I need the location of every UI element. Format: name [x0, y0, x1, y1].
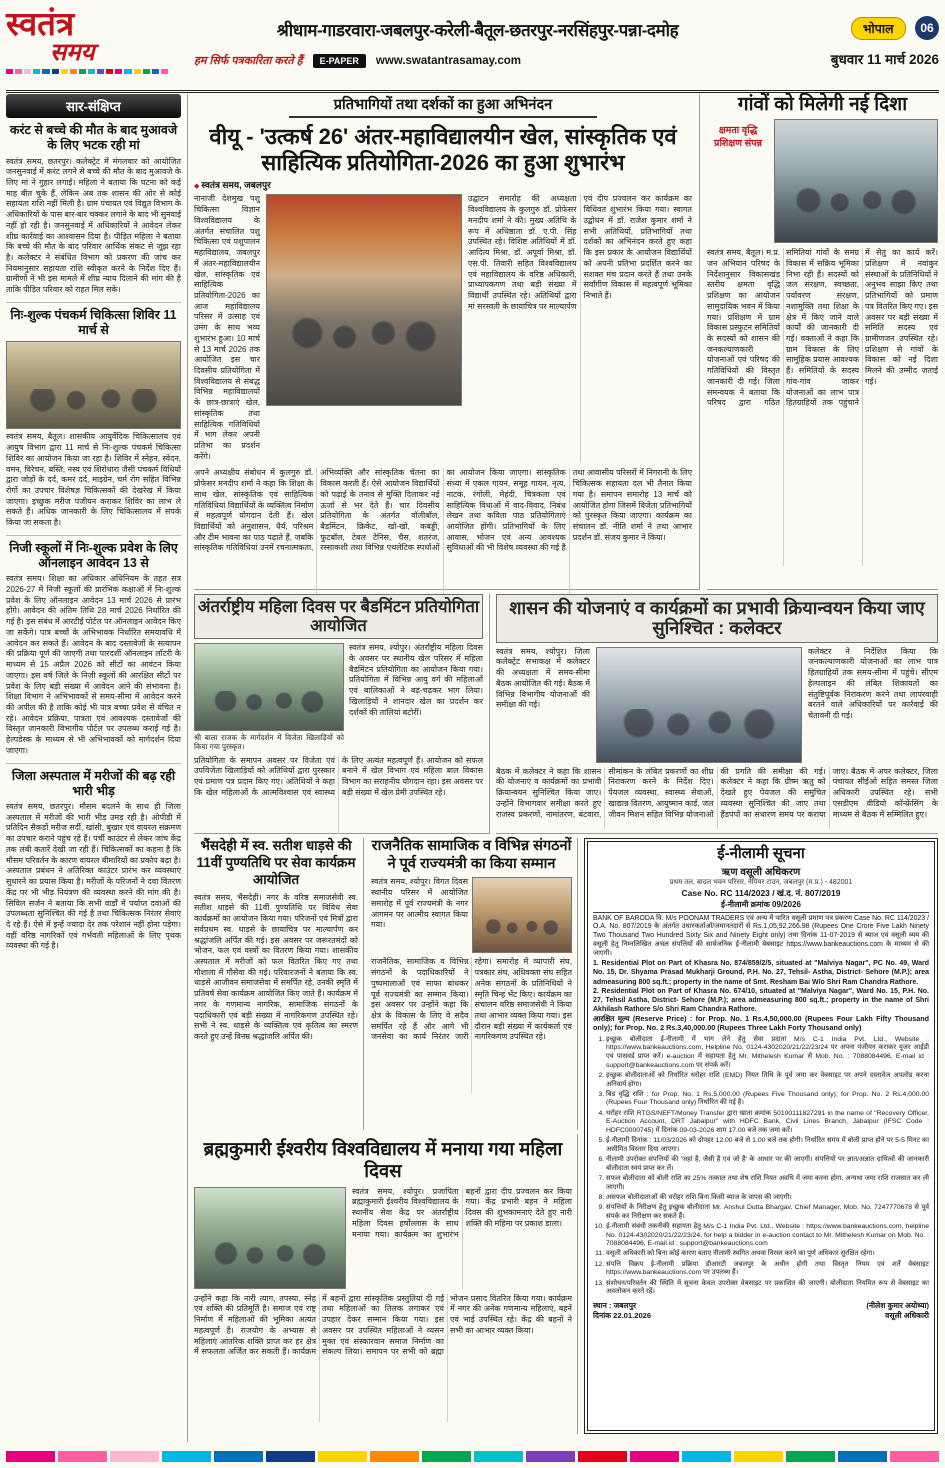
website-url: www.swatantrasamay.com — [375, 54, 521, 67]
notice-term: 13. संशोधन/परिवर्तन की स्थिति में सूचना केवल उपरोक्त वेबसाइट पर प्रकाशित की जाएगी। बोलीदाता नियमित रूप से वेबसाइट का अवलोकन करते रहें। — [606, 1280, 929, 1297]
story-kicker: प्रतिभागियों तथा दर्शकों का हुआ अभिनंदन — [289, 94, 598, 118]
notice-term: 4. धरोहर राशि RTGS/NEFT/Money Transfer द्वारा खाता क्रमांक 50100111827291 in the name of "Recovery Officer, E-Auction Account, DRT Jabalpur" with HDFC Bank, Civil Lines Branch, Jabalpur (IFSC Code : HDFC0000745) में दिनांक 09-03-2026 शाम 17.00 बजे तक जमा करें। — [606, 1110, 929, 1136]
notice-term: 5. ई-नीलामी दिनांक : 11/03/2026 को दोपहर 12.00 बजे से 1.00 बजे तक होगी। निर्धारित समय में बोली प्राप्त होने पर 5-5 मिनट का असीमित विस्तार दिया जाएगा। — [606, 1137, 929, 1154]
news-brief — [6, 118, 181, 303]
bottom-color-strip — [6, 1451, 939, 1462]
photo-training-hall — [774, 119, 938, 243]
notice-date: दिनांक 22.01.2026 — [593, 1311, 652, 1321]
story-headline: गांवों को मिलेगी नई दिशा — [737, 94, 908, 115]
samman-story — [371, 838, 578, 1130]
notice-address: प्रथम तल, बादल भवन परिसर, नेपियर टाउन, जबलपुर (म.प्र.) - 482001 — [669, 878, 853, 886]
notice-place: स्थान : जबलपुर — [593, 1301, 637, 1311]
masthead-center — [168, 4, 787, 90]
logo-color-strip — [6, 69, 168, 74]
notice-term: 11. वसूली अधिकारी को बिना कोई कारण बताए नीलामी स्थगित अथवा निरस्त करने का पूर्ण अधिकार सुरक्षित रहेगा। — [606, 1250, 929, 1259]
photo-collector-meeting — [596, 647, 802, 763]
notice-auction-number: ई-नीलामी क्रमांक 09/2026 — [593, 899, 929, 913]
lead-headline: वीयू - 'उत्कर्ष 26' अंतर-महाविद्यालयीन खेल, सांस्कृतिक एवं साहित्यिक प्रतियोगिता-2026 का हुआ शुभारंभ — [209, 124, 677, 175]
story-body: प्रतियोगिता के समापन अवसर पर विजेता एवं उपविजेता खिलाड़ियों को अतिथियों द्वारा पुरस्कार एवं प्रमाण पत्र प्रदान किए गए। अतिथियों ने कहा कि खेल महिलाओं के आत्मविश्वास एवं स्वास्थ्य के लिए अत्यंत महत्वपूर्ण हैं। आयोजन को सफल बनाने में खेल विभाग एवं महिला बाल विकास विभाग का सराहनीय योगदान रहा। इस अवसर पर बड़ी संख्या में खेल प्रेमी उपस्थित रहे। — [194, 755, 483, 797]
notice-place-date — [593, 1301, 651, 1321]
news-brief — [6, 764, 181, 959]
story-column: स्वतंत्र समय, श्योपुर। अंतर्राष्ट्रीय महिला दिवस के अवसर पर स्थानीय खेल परिसर में महिला बैडमिंटन प्रतियोगिता का आयोजन किया गया। प्रतियोगिता में विभिन्न आयु वर्ग की महिलाओं एवं बालिकाओं ने बढ़-चढ़कर भाग लिया। खिलाड़ियों ने शानदार खेल का प्रदर्शन कर दर्शकों की तालियां बटोरीं। — [349, 643, 483, 717]
story-body: बैठक में कलेक्टर ने कहा कि शासन की योजनाएं व कार्यक्रमों का प्रभावी क्रियान्वयन सुनिश्चित किया जाए। उन्होंने विभागवार समीक्षा करते हुए राजस्व प्रकरणों, नामांतरण, बंटवारा, सीमांकन के लंबित प्रकरणों का शीघ्र निराकरण करने के निर्देश दिए। पेयजल व्यवस्था, स्वास्थ्य सेवाओं, खाद्यान्न वितरण, आयुष्मान कार्ड, जल जीवन मिशन सहित विभिन्न योजनाओं की प्रगति की समीक्षा की गई। कलेक्टर ने कहा कि ग्रीष्म ऋतु को देखते हुए पेयजल की समुचित व्यवस्था सुनिश्चित की जाए तथा हैंडपंपों का संधारण समय पर कराया जाए। बैठक में अपर कलेक्टर, जिला पंचायत सीईओ सहित समस्त जिला अधिकारी उपस्थित रहे। सभी एसडीएम वीडियो कॉन्फ्रेंसिंग के माध्यम से बैठक में सम्मिलित हुए। — [496, 766, 938, 819]
story-column: उद्घाटन समारोह की अध्यक्षता विश्वविद्यालय के कुलगुरु डॉ. प्रोफेसर मनदीप शर्मा ने की। मुख्य अतिथि के रूप में अधिष्ठाता डॉ. ए.पी. सिंह उपस्थित रहे। विशिष्ट अतिथियों में डॉ. आदित्य मिश्रा, डॉ. अपूर्वा मिश्रा, डॉ. एस.पी. तिवारी सहित विश्वविद्यालय एवं महाविद्यालय के वरिष्ठ अधिकारी, प्राध्यापकगण तथा बड़ी संख्या में विद्यार्थी उपस्थित रहे। अतिथियों द्वारा मां सरस्वती के छायाचित्र पर माल्यार्पण एवं दीप प्रज्वलन कर कार्यक्रम का विधिवत शुभारंभ किया गया। स्वागत उद्बोधन में डॉ. राजेश कुमार शर्मा ने सभी अतिथियों, प्रतिभागियों तथा दर्शकों का अभिनंदन करते हुए कहा कि इस प्रकार के आयोजन विद्यार्थियों को अपनी प्रतिभा प्रदर्शित करने का सशक्त मंच प्रदान करते हैं तथा उनके सर्वांगीण विकास में महत्वपूर्ण भूमिका निभाते हैं। — [468, 194, 692, 311]
photo-badminton-group — [194, 643, 344, 731]
photo-mahila-diwas-group — [194, 1187, 346, 1289]
brief-headline: निजी स्कूलों में निः-शुल्क प्रवेश के लिए ऑनलाइन आवेदन 13 से — [9, 540, 178, 571]
photo-caption: श्री बाला राजक के मार्गदर्शन में विजेता खिलाड़ियों को किया गया पुरस्कृत। — [194, 733, 344, 752]
sidebar-section-title: सार-संक्षिप्त — [6, 94, 181, 118]
edition-badge: भोपाल — [851, 17, 906, 40]
story-subhead: क्षमता वृद्धि प्रशिक्षण संपन्न — [714, 125, 762, 150]
lead-story — [194, 94, 700, 590]
story-column: कलेक्टर ने निर्देशित किया कि जनकल्याणकारी योजनाओं का लाभ पात्र हितग्राहियों तक समय-सीमा में पहुंचे। सीएम हेल्पलाइन की लंबित शिकायतों का संतुष्टिपूर्वक निराकरण करने तथा लापरवाही बरतने वाले अधिकारियों पर कार्रवाई की चेतावनी दी गई। — [808, 646, 938, 720]
edition-cities: श्रीधाम-गाडरवारा-जबलपुर-करेली-बैतूल-छतरपुर-नरसिंहपुर-पन्ना-दमोह — [276, 21, 679, 40]
story-headline: ब्रह्मकुमारी ईश्वरीय विश्वविद्यालय में मनाया गया महिला दिवस — [203, 1138, 563, 1181]
story-column: स्वतंत्र समय, श्योपुर। विगत दिवस स्थानीय परिसर में आयोजित समारोह में पूर्व राज्यमंत्री के नगर आगमन पर आत्मीय स्वागत किया गया। — [371, 877, 468, 930]
page-number-badge: 06 — [915, 16, 939, 40]
punyatithi-story — [194, 838, 364, 1130]
story-body: स्वतंत्र समय, भैंसदेही। नगर के वरिष्ठ समाजसेवी स्व. सतीश धाड़से की 11वीं पुण्यतिथि पर विविध सेवा कार्यक्रमों का आयोजन किया गया। परिजनों एवं मित्रों द्वारा सर्वप्रथम स्व. धाड़से के छायाचित्र पर माल्यार्पण कर श्रद्धांजलि अर्पित की गई। इस अवसर पर जरूरतमंदों को भोजन, फल एवं वस्त्रों का वितरण किया गया। शासकीय अस्पताल में मरीजों को फल वितरित किए गए तथा गौशाला में गौसेवा की गई। परिवारजनों ने बताया कि स्व. धाड़से आजीवन समाजसेवा में समर्पित रहे, उनकी स्मृति में प्रतिवर्ष सेवा कार्यक्रम आयोजित किए जाते हैं। कार्यक्रम में नगर के गणमान्य नागरिक, सामाजिक संगठनों के पदाधिकारी एवं बड़ी संख्या में नागरिकगण उपस्थित रहे। सभी ने स्व. धाड़से के व्यक्तित्व एवं कृतित्व का स्मरण करते हुए उन्हें विनम्र श्रद्धांजलि अर्पित की। — [194, 892, 358, 1041]
epaper-badge: E-PAPER — [313, 54, 366, 68]
notice-term: 3. बिड वृद्धि राशि : for Prop. No. 1 Rs.5,000.00 (Rupees Five Thousand only); for Prop. No. 2 Rs.4,000.00 (Rupees Four Thousand only) निर्धारित की गई है। — [606, 1091, 929, 1108]
story-headline: शासन की योजनाएं व कार्यक्रमों का प्रभावी क्रियान्वयन किया जाए सुनिश्चित : कलेक्टर — [496, 594, 938, 643]
news-brief — [6, 303, 181, 536]
story-body: स्वतंत्र समय, बैतूल। म.प्र. जन अभियान परिषद के निर्देशानुसार विकासखंड स्तरीय क्षमता वृद्धि प्रशिक्षण का आयोजन सामुदायिक भवन में किया गया। प्रशिक्षण में ग्राम विकास प्रस्फुटन समितियों के सदस्यों को शासन की जनकल्याणकारी योजनाओं एवं परिषद की गतिविधियों की विस्तृत जानकारी दी गई। जिला समन्वयक ने बताया कि परिषद द्वारा गठित समितियां गांवों के समग्र विकास में सक्रिय भूमिका निभा रही हैं। सदस्यों को जल संरक्षण, स्वच्छता, पर्यावरण संरक्षण, नशामुक्ति तथा शिक्षा के क्षेत्र में किए जाने वाले कार्यों की जानकारी दी गई। वक्ताओं ने कहा कि ग्राम विकास के लिए सामूहिक प्रयास आवश्यक हैं। समितियों के सदस्य गांव-गांव जाकर योजनाओं का लाभ पात्र हितग्राहियों तक पहुंचाने में सेतु का कार्य करें। प्रशिक्षण में नवांकुर संस्थाओं के प्रतिनिधियों ने अनुभव साझा किए तथा प्रतिभागियों को प्रमाण पत्र वितरित किए गए। इस अवसर पर बड़ी संख्या में समिति सदस्य एवं ग्रामीणजन उपस्थित रहे। प्रशिक्षण से गांवों के विकास को नई दिशा मिलने की उम्मीद जताई गई। — [707, 248, 938, 408]
masthead — [6, 4, 939, 93]
notice-reserve-price: आरक्षित मूल्य (Reserve Price) : for Prop. No. 1 Rs.4,50,000.00 (Rupees Four Lakh Fifty Thousand only); for Prop. No. 2 Rs.3,40,000.00 (Rupees Three Lakh Forty Thousand only) — [593, 1013, 929, 1033]
publication-date: बुधवार 11 मार्च 2026 — [830, 52, 939, 67]
newspaper-tagline: हम सिर्फ पत्रकारिता करते हैं — [194, 55, 303, 67]
notice-signatory — [866, 1301, 929, 1322]
brief-headline: निः-शुल्क पंचकर्म चिकित्सा शिविर 11 मार्च से — [10, 307, 177, 338]
notice-title: ई-नीलामी सूचना — [717, 845, 805, 862]
story-headline: अंतर्राष्ट्रीय महिला दिवस पर बैडमिंटन प्रतियोगिता आयोजित — [194, 594, 483, 639]
story-column: नानाजी देशमुख पशु चिकित्सा विज्ञान विश्वविद्यालय के अंतर्गत संचालित पशु चिकित्सा एवं पशुपालन महाविद्यालय, जबलपुर में अंतर-महाविद्यालयीन खेल, सांस्कृतिक एवं साहित्यिक प्रतियोगिता-2026 का आज महाविद्यालय परिसर में उत्साह एवं उमंग के साथ भव्य शुभारंभ हुआ। 10 मार्च से 13 मार्च 2026 तक आयोजित इस चार दिवसीय प्रतियोगिता में विश्वविद्यालय से संबद्ध विभिन्न महाविद्यालयों के छात्र-छात्राएं खेल, सांस्कृतिक तथा साहित्यिक गतिविधियों में भाग लेकर अपनी प्रतिभा का प्रदर्शन करेंगे। — [194, 194, 260, 461]
notice-term: 8. असफल बोलीदाताओं की धरोहर राशि बिना किसी ब्याज के वापस की जाएगी। — [606, 1194, 929, 1203]
story-column: स्वतंत्र समय, श्योपुर। प्रजापिता ब्रह्माकुमारी ईश्वरीय विश्वविद्यालय के स्थानीय सेवा केंद्र पर अंतर्राष्ट्रीय महिला दिवस हर्षोल्लास के साथ मनाया गया। कार्यक्रम का शुभारंभ बहनों द्वारा दीप प्रज्वलन कर किया गया। केंद्र प्रभारी बहन ने महिला दिवस की शुभकामनाएं देते हुए नारी शक्ति की महिमा पर प्रकाश डाला। — [352, 1186, 572, 1239]
signatory-title: वसूली अधिकारी — [885, 1311, 929, 1321]
brief-body: स्वतंत्र समय। शिक्षा का अधिकार अधिनियम के तहत सत्र 2026-27 में निजी स्कूलों की प्रारंभिक कक्षाओं में निः-शुल्क प्रवेश के लिए ऑनलाइन आवेदन 13 मार्च 2026 से प्रारंभ होंगे। आवेदन की अंतिम तिथि 28 मार्च 2026 निर्धारित की गई है। इस संबंध में आरटीई पोर्टल पर ऑनलाइन आवेदन किए जा सकेंगे। पात्र बच्चों के अभिभावक निर्धारित समयावधि में आवेदन कर सकते हैं। आवेदन के बाद दस्तावेजों के सत्यापन की प्रक्रिया पूर्ण की जाएगी तथा पारदर्शी ऑनलाइन लॉटरी के माध्यम से 15 अप्रैल 2026 को सीटों का आवंटन किया जाएगा। इस वर्ष जिले के निजी स्कूलों की आरक्षित सीटों पर प्रवेश के लिए बड़ी संख्या में आवेदन आने की संभावना है। शिक्षा विभाग ने अभिभावकों से समय-सीमा में आवेदन करने की अपील की है ताकि कोई भी पात्र बच्चा प्रवेश से वंचित न रहे। आवेदन प्रक्रिया, पात्रता एवं आवश्यक दस्तावेजों की विस्तृत जानकारी विभागीय पोर्टल पर उपलब्ध कराई गई है। हेल्पडेस्क के माध्यम से भी अभिभावकों को मार्गदर्शन दिया जाएगा। — [6, 574, 181, 755]
badminton-story — [194, 594, 490, 834]
brief-headline: करंट से बच्चे की मौत के बाद मुआवजे के लिए भटक रही मां — [9, 123, 178, 153]
notice-term: 12. संपत्ति विक्रय ई-नीलामी प्रक्रिया डीआरटी जबलपुर के अधीन होगी तथा विस्तृत नियम एवं शर्तें वेबसाइट https://www.bankeauctions.com पर उपलब्ध हैं। — [606, 1261, 929, 1278]
story-headline: राजनैतिक सामाजिक व विभिन्न संगठनों ने पूर्व राज्यमंत्री का किया सम्मान — [371, 838, 572, 872]
story-column: स्वतंत्र समय, श्योपुर। जिला कलेक्ट्रेट सभाकक्ष में कलेक्टर की अध्यक्षता में समय-सीमा बैठक आयोजित की गई। बैठक में विभिन्न विभागीय योजनाओं की समीक्षा की गई। — [496, 646, 590, 710]
story-headline: भैंसदेही में स्व. सतीश धाड़से की 11वीं पुण्यतिथि पर सेवा कार्यक्रम आयोजित — [196, 838, 356, 887]
story-body: राजनैतिक, सामाजिक व विभिन्न संगठनों के पदाधिकारियों ने पुष्पमालाओं एवं साफा बांधकर पूर्व राज्यमंत्री का सम्मान किया। इस अवसर पर उन्होंने कहा कि क्षेत्र के विकास के लिए वे सदैव समर्पित रहे हैं और आगे भी जनसेवा का कार्य निरंतर जारी रहेगा। समारोह में व्यापारी संघ, पत्रकार संघ, अधिवक्ता संघ सहित अनेक संगठनों के प्रतिनिधियों ने स्मृति चिन्ह भेंट किए। कार्यक्रम का संचालन वरिष्ठ समाजसेवी ने किया तथा आभार व्यक्त किया गया। इस दौरान बड़ी संख्या में कार्यकर्ता एवं नागरिकगण उपस्थित रहे। — [371, 957, 572, 1042]
notice-property-2: 2. Residential Plot on Part of Khasra No. 674/10, situated at "Malviya Nagar", Ward No. 15, P.H. No. 27, Tehsil Astha, District- Sehore (M.P.); area admeasuring 800 sq.ft.; property in the name of Shri Akhilash Rathore S/o Shri Ram Chandra Rathore. — [593, 987, 929, 1013]
notice-case-number: Case No. RC 114/2023 / खं.द. नं. 807/2019 — [681, 887, 841, 898]
notice-term: 1. इच्छुक बोलीदाता ई-नीलामी में भाग लेने हेतु सेवा प्रदाता M/s C-1 India Pvt. Ltd., Website : https://www.bankeauctions.com, Helpline No. 0124-4302020/21/22/23/24 पर अपना पंजीयन कराकर यूजर आईडी एवं पासवर्ड प्राप्त करें। e-auction में सहायता हेतु Mr. Mithelesh Kumar से Mob. No. : 7088084496, E-mail id : support@bankeauctions.com पर संपर्क करें। — [606, 1036, 929, 1071]
photo-panchkarma-camp — [6, 341, 181, 429]
e-auction-notice-inner — [587, 841, 935, 1431]
collector-story — [496, 594, 938, 834]
story-body: अपने अध्यक्षीय संबोधन में कुलगुरु डॉ. प्रोफेसर मनदीप शर्मा ने कहा कि शिक्षा के साथ खेल, सांस्कृतिक एवं साहित्यिक गतिविधियां विद्यार्थियों के व्यक्तित्व निर्माण में महत्वपूर्ण योगदान देती हैं। खेल विद्यार्थियों को अनुशासन, धैर्य, परिश्रम और टीम भावना का पाठ पढ़ाते हैं, जबकि सांस्कृतिक गतिविधियां उनमें रचनात्मकता, अभिव्यक्ति और सांस्कृतिक चेतना का विकास करती हैं। ऐसे आयोजन विद्यार्थियों को पढ़ाई के तनाव से मुक्ति दिलाकर नई ऊर्जा से भर देते हैं। चार दिवसीय प्रतियोगिता के अंतर्गत वॉलीबॉल, बैडमिंटन, क्रिकेट, खो-खो, कबड्डी, फुटबॉल, टेबल टेनिस, चैस, शतरंज, रस्साकशी तथा विभिन्न एथलेटिक स्पर्धाओं का आयोजन किया जाएगा। सांस्कृतिक संध्या में एकल गायन, समूह गायन, नृत्य, नाटक, रंगोली, मेहंदी, चित्रकला एवं साहित्यिक विधाओं में वाद-विवाद, निबंध लेखन तथा कविता पाठ प्रतियोगिताएं आयोजित होंगी। प्रतिभागियों के लिए आवास, भोजन एवं अन्य आवश्यक सुविधाओं की भी विशेष व्यवस्था की गई है तथा आवासीय परिसरों में निगरानी के लिए चिकित्सक सहायता दल भी तैनात किया गया है। समापन समारोह 13 मार्च को आयोजित होगा जिसमें विजेता प्रतिभागियों को पुरस्कृत किया जाएगा। कार्यक्रम का संचालन डॉ. नीति शर्मा ने तथा आभार प्रदर्शन डॉ. संजय कुमार ने किया। — [194, 468, 692, 553]
brief-body: स्वतंत्र समय, छतरपुर। मौसम बदलने के साथ ही जिला अस्पताल में मरीजों की भारी भीड़ उमड़ रही है। ओपीडी में प्रतिदिन सैकड़ों मरीज सर्दी, खांसी, बुखार एवं वायरल संक्रमण का उपचार कराने पहुंच रहे हैं। पर्ची काउंटर से लेकर जांच केंद्र तक लंबी कतारें देखी जा रही हैं। चिकित्सकों का कहना है कि मौसम परिवर्तन के कारण वायरल बीमारियों का प्रकोप बढ़ा है। अस्पताल प्रबंधन ने अतिरिक्त काउंटर प्रारंभ कर व्यवस्थाएं सुधारने का प्रयास किया है। मरीजों के परिजनों ने दवा वितरण केंद्र पर भी भीड़ नियंत्रण की व्यवस्था करने की मांग की है। सिविल सर्जन ने बताया कि सभी वार्डों में पर्याप्त दवाओं की उपलब्धता सुनिश्चित की गई है तथा चिकित्सक निरंतर सेवाएं दे रहे हैं। ऐसे में इन्हें ज्यादा देर तक परेशान नहीं होना पड़ेगा। वहीं वरिष्ठ नागरिकों एवं गर्भवती महिलाओं के लिए पृथक व्यवस्था की गई है। — [6, 802, 181, 951]
byline: ◆ स्वतंत्र समय, जबलपुर — [194, 178, 692, 191]
brief-body: स्वतंत्र समय, छतरपुर। कलेक्ट्रेट में मंगलवार को आयोजित जनसुनवाई में करंट लगने से बच्चे की मौत के बाद मुआवजे के लिए मां ने गुहार लगाई। महिला ने बताया कि घटना को कई माह बीत चुके हैं, लेकिन अब तक शासन की ओर से कोई सहायता राशि नहीं मिली है। ग्राम पंचायत एवं विद्युत विभाग के अधिकारियों के पास बार-बार चक्कर लगाने के बाद भी सुनवाई नहीं हो रही है। जनसुनवाई में अधिकारियों ने आवेदन लेकर शीघ्र कार्रवाई का आश्वासन दिया है। पीड़ित महिला ने बताया कि बच्चे की मौत के बाद परिवार आर्थिक संकट से जूझ रहा है। कलेक्टर ने संबंधित विभाग को प्रकरण की जांच कर नियमानुसार सहायता राशि स्वीकृत करने के निर्देश दिए हैं। ग्रामीणों ने भी इस मामले में शीघ्र न्याय दिलाने की मांग की है ताकि पीड़ित परिवार को राहत मिल सके। — [6, 156, 181, 295]
logo-line2: समय — [50, 38, 95, 66]
notice-term: 9. संपत्तियों के निरीक्षण हेतु इच्छुक बोलीदाता Mr. Anshul Dutta Bhargav, Chief Manager, Mob. No. 7247770678 से पूर्व संपर्क कर निरीक्षण कर सकते हैं। — [606, 1204, 929, 1221]
news-briefs-sidebar — [6, 94, 188, 1442]
notice-property-1: 1. Residential Plot on Part of Khasra No. 874/859/2/5, situated at "Malviya Nagar", PC No. 49, Ward No. 15, Dr. Shyama Prasad Mukharji Ground, P.H. No. 27, Tehsil- Astha, District- Sehore (M.P.); area admeasuring 800 sq.ft.; property in the name of Smt. Resham Bai W/o Shri Ram Chandra Rathore. — [593, 960, 929, 986]
notice-term: 2. इच्छुक बोलीदाताओं को निर्धारित धरोहर राशि (EMD) नियत तिथि के पूर्व जमा कर वेबसाइट पर अपने दस्तावेज अपलोड करना अनिवार्य होगा। — [606, 1072, 929, 1089]
notice-terms-list — [593, 1036, 929, 1297]
brief-body: स्वतंत्र समय, बैतूल। शासकीय आयुर्वेदिक चिकित्सालय एवं आयुष विभाग द्वारा 11 मार्च से निः-शुल्क पंचकर्म चिकित्सा शिविर का आयोजन किया जा रहा है। शिविर में स्नेहन, स्वेदन, वमन, विरेचन, बस्ति, नस्य एवं शिरोधारा जैसी पंचकर्म विधियों द्वारा जोड़ों के दर्द, कमर दर्द, माइग्रेन, चर्म रोग सहित विभिन्न रोगों का उपचार विशेषज्ञ चिकित्सकों की देखरेख में किया जाएगा। इच्छुक मरीज पंजीयन कराकर शिविर का लाभ ले सकते हैं। अधिक जानकारी के लिए चिकित्सालय में संपर्क किया जा सकता है। — [6, 432, 181, 528]
e-auction-notice — [584, 838, 938, 1434]
story-figure — [194, 643, 344, 751]
mahila-diwas-story — [194, 1134, 578, 1434]
photo-samman-event — [472, 877, 572, 953]
signatory-name: (नीलेश कुमार अयोध्या) — [866, 1300, 929, 1310]
notice-term: 7. सफल बोलीदाता को बोली राशि का 25% तत्काल तथा शेष राशि नियत अवधि में जमा करना होगा, अन्यथा जमा राशि राजसात कर ली जाएगी। — [606, 1175, 929, 1192]
brief-headline: जिला अस्पताल में मरीजों की बढ़ रही भारी भीड़ — [11, 768, 176, 798]
story-body: उन्होंने कहा कि नारी त्याग, तपस्या, स्नेह एवं शक्ति की प्रतिमूर्ति है। समाज एवं राष्ट्र निर्माण में महिलाओं की भूमिका अत्यंत महत्वपूर्ण है। राजयोग के अभ्यास से महिलाएं आंतरिक शक्ति प्राप्त कर हर क्षेत्र में सफलता अर्जित कर सकती हैं। कार्यक्रम में बहनों द्वारा सांस्कृतिक प्रस्तुतियां दी गईं तथा महिलाओं का तिलक लगाकर एवं उपहार देकर सम्मान किया गया। इस अवसर पर उपस्थित महिलाओं ने व्यसन मुक्त एवं संस्कारवान समाज निर्माण का संकल्प लिया। समापन पर सभी को ब्रह्मा भोजन प्रसाद वितरित किया गया। कार्यक्रम में नगर की अनेक गणमान्य महिलाएं, बहनें एवं भाई उपस्थित रहे। केंद्र की बहनों ने सभी का आभार व्यक्त किया। — [194, 1293, 572, 1357]
notice-term: 6. नीलामी उपरोक्त संपत्तियों की 'जहां है, जैसी है एवं जो है' के आधार पर की जाएगी। संपत्तियों पर ज्ञात/अज्ञात दायित्वों की जानकारी बोलीदाता स्वयं प्राप्त कर लें। — [606, 1156, 929, 1173]
notice-intro: BANK OF BARODA वि. M/s POONAM TRADERS एवं अन्य में पारित वसूली प्रमाण पत्र प्रकरण Case No. RC 114/2023 / O.A. No. 807/2019 के अंतर्गत उधारकर्ताओं/जमानतदारों से Rs.1,05,92,266.98 (Rupees One Crore Five Lakh Ninety Two Thousand Two Hundred Sixty Six and Ninety Eight only) तथा दिनांक 11-07-2019 से ब्याज एवं वसूली व्यय की वसूली हेतु निम्नलिखित अचल संपत्तियों की सार्वजनिक ई-नीलामी वेबसाइट https://www.bankeauctions.com के माध्यम से की जाएगी। — [593, 914, 929, 958]
notice-issuer: ऋण वसूली अधिकरण — [721, 866, 801, 878]
newspaper-logo — [6, 4, 168, 90]
photo-inauguration-stage — [266, 194, 462, 406]
logo-line1: स्वतंत्र — [6, 5, 75, 42]
right-column-story — [707, 94, 938, 590]
notice-term: 10. ई-नीलामी संबंधी तकनीकी सहायता हेतु M/s C-1 India Pvt. Ltd., Website : https://www.bankeauctions.com, helpline No. 0124-4302020/21/22/23/24, for help a bidder in e-auction contact to Mr. Mithelesh Kumar on Mob. No. : 7088084496, E-mail id : support@bankeauctions.com — [606, 1223, 929, 1249]
masthead-right — [787, 4, 939, 90]
news-brief — [6, 536, 181, 764]
